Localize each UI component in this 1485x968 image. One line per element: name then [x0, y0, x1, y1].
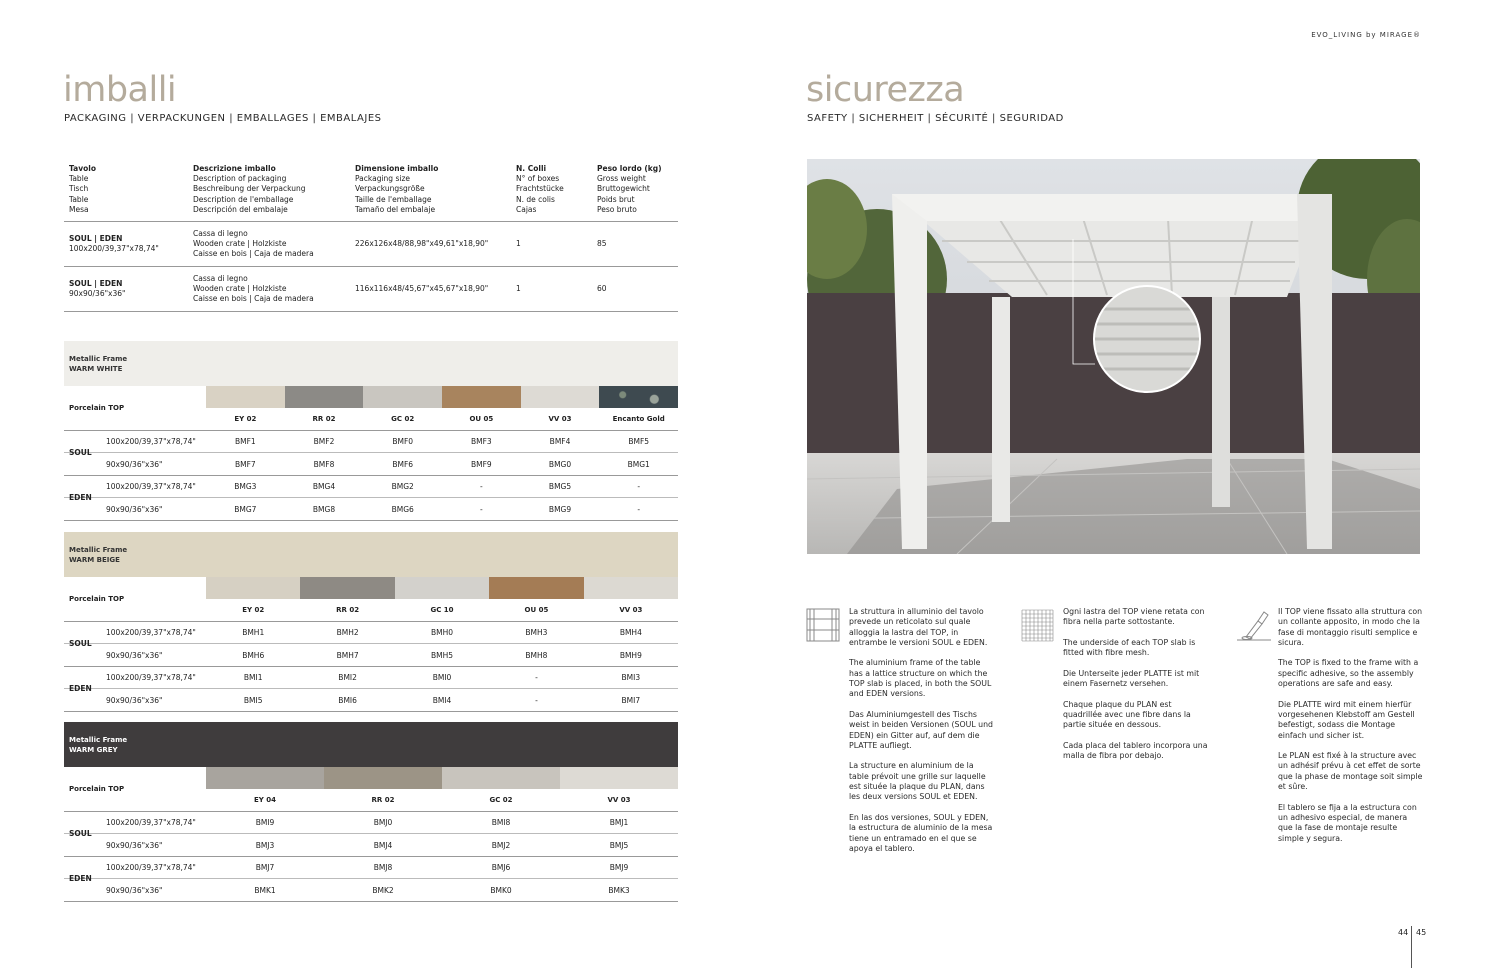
packaging-header-label: Description de l'emballage [193, 194, 294, 204]
finish-code: RR 02 [371, 796, 395, 804]
packaging-table [64, 164, 678, 312]
packaging-description [193, 229, 355, 260]
size-label: 90x90/36"x36" [106, 459, 163, 469]
swatch-row [64, 386, 678, 412]
product-code: BMG2 [391, 482, 414, 491]
packaging-subtitle: PACKAGING | VERPACKUNGEN | EMBALLAGES | EMBALAJES [64, 113, 382, 124]
packaging-desc-line: Caisse en bois | Caja de madera [193, 294, 314, 304]
product-code-row [64, 622, 678, 644]
packaging-header-label: N° of boxes [516, 174, 560, 184]
packaging-table-header [64, 164, 678, 222]
product-code: BMG7 [234, 504, 257, 514]
packaging-row [64, 267, 678, 312]
frame-name [64, 341, 678, 386]
product-code: BMJ3 [255, 840, 275, 850]
packaging-desc-line: Cassa di legno [193, 228, 248, 238]
product-code: BMI8 [491, 818, 511, 827]
product-code: BMH2 [336, 628, 359, 637]
packaging-header-label: Beschreibung der Verpackung [193, 184, 306, 194]
packaging-model-line: SOUL | EDEN [69, 233, 123, 243]
product-code: - [637, 504, 641, 514]
packaging-size: 116x116x48/45,67"x45,67"x18,90" [355, 283, 489, 293]
product-code-row [64, 644, 678, 666]
packaging-model-line: SOUL | EDEN [69, 278, 123, 288]
packaging-desc-line: Wooden crate | Holzkiste [193, 283, 287, 293]
finish-swatch [599, 386, 678, 408]
packaging-header-label: Verpackungsgröße [355, 184, 425, 194]
model-group [64, 431, 678, 476]
product-code: BMF4 [549, 437, 571, 446]
product-code-row [64, 879, 678, 901]
product-code: BMF6 [392, 459, 414, 469]
product-code: BMH0 [431, 628, 454, 637]
size-label: 90x90/36"x36" [106, 650, 163, 660]
product-code: BMK3 [608, 885, 630, 895]
product-code: BMF9 [471, 459, 492, 469]
product-code-row [64, 667, 678, 689]
product-code: BMJ2 [491, 840, 511, 850]
safety-paragraph: Die PLATTE wird mit einem hierfür vorgesehenen Klebstoff am Gestell befestigt, sodass die Montage einfach und sicher ist. [1278, 699, 1415, 740]
product-code: BMK0 [490, 885, 512, 895]
product-code: BMH4 [619, 628, 642, 637]
size-label: 90x90/36"x36" [106, 504, 163, 514]
size-label: 90x90/36"x36" [106, 695, 163, 705]
product-code: BMJ7 [255, 863, 275, 872]
finish-swatch [324, 767, 442, 789]
safety-paragraph: Il TOP viene fissato alla struttura con un collante apposito, in modo che la fase di montaggio risulti semplice e sicura. [1278, 607, 1423, 647]
frame-group [64, 532, 678, 712]
finish-code: VV 03 [548, 415, 572, 423]
packaging-description [193, 274, 355, 305]
finish-code: Encanto Gold [612, 415, 665, 423]
safety-column-adhesive [1278, 607, 1423, 854]
packaging-header-col [597, 164, 677, 215]
product-code: BMI1 [243, 673, 263, 682]
finish-swatch [206, 577, 300, 599]
finish-swatch [285, 386, 364, 408]
finish-swatch [206, 386, 285, 408]
product-code: BMI9 [255, 818, 275, 827]
finish-code: VV 03 [619, 606, 643, 614]
product-code: BMF2 [313, 437, 335, 446]
packaging-weight: 85 [597, 238, 607, 248]
finish-swatch [395, 577, 489, 599]
product-code: BMF0 [392, 437, 414, 446]
packaging-desc-line: Caisse en bois | Caja de madera [193, 249, 314, 259]
safety-paragraph: Chaque plaque du PLAN est quadrillée avec une fibre dans la partie située en dessous. [1063, 699, 1191, 730]
product-code: BMH8 [525, 650, 548, 660]
finish-swatch [300, 577, 394, 599]
packaging-header-label: Gross weight [597, 174, 646, 184]
packaging-header-label: Tavolo [69, 164, 96, 173]
packaging-header-label: Descripción del embalaje [193, 204, 288, 214]
model-group [64, 667, 678, 712]
product-code-row [64, 498, 678, 520]
product-code: BMI5 [243, 695, 263, 705]
packaging-size: 226x126x48/88,98"x49,61"x18,90" [355, 238, 489, 248]
fibre-mesh-icon [1021, 609, 1054, 646]
product-code: BMH3 [525, 628, 548, 637]
table-photo [807, 159, 1420, 554]
packaging-boxes: 1 [516, 283, 521, 293]
packaging-header-label: Description of packaging [193, 174, 287, 184]
packaging-header-label: Poids brut [597, 194, 635, 204]
finish-swatch [442, 386, 521, 408]
page-number-left: 44 [1398, 928, 1409, 937]
porcelain-top-label: Porcelain TOP [69, 595, 125, 603]
product-code: BMF3 [471, 437, 492, 446]
product-code: BMH1 [242, 628, 265, 637]
frame-group [64, 722, 678, 902]
product-code: BMJ1 [609, 818, 629, 827]
finish-header-row [64, 599, 678, 622]
finish-swatch [584, 577, 678, 599]
product-code: BMJ4 [373, 840, 393, 850]
product-code: BMG8 [312, 504, 336, 514]
product-code-row [64, 689, 678, 711]
swatch-row [64, 577, 678, 603]
model-name: EDEN [69, 874, 92, 883]
packaging-desc-line: Wooden crate | Holzkiste [193, 238, 287, 248]
swatch-row [64, 767, 678, 793]
product-code: BMK1 [254, 885, 276, 895]
product-code-row [64, 431, 678, 453]
finish-code: OU 05 [524, 606, 549, 614]
packaging-header-label: Frachtstücke [516, 184, 564, 194]
lattice-frame-icon [806, 607, 840, 647]
model-group [64, 857, 678, 902]
packaging-header-label: Bruttogewicht [597, 184, 650, 194]
packaging-model-line: 100x200/39,37"x78,74" [69, 244, 159, 254]
packaging-boxes: 1 [516, 238, 521, 248]
packaging-header-label: Dimensione imballo [355, 164, 439, 173]
product-code: BMH7 [336, 650, 359, 660]
finish-code: EY 02 [242, 606, 265, 614]
packaging-header-label: Packaging size [355, 174, 410, 184]
product-code: BMI3 [621, 673, 641, 682]
safety-column-lattice [849, 607, 994, 864]
safety-column-mesh [1063, 607, 1208, 772]
model-name: SOUL [69, 639, 92, 648]
safety-subtitle: SAFETY | SICHERHEIT | SÉCURITÉ | SEGURIDAD [807, 113, 1064, 124]
product-code: BMH6 [242, 650, 265, 660]
safety-paragraph: The underside of each TOP slab is fitted with fibre mesh. [1063, 637, 1196, 658]
product-code: BMG6 [391, 504, 414, 514]
finish-code: VV 03 [607, 796, 631, 804]
size-label: 90x90/36"x36" [106, 840, 163, 850]
product-code-row [64, 453, 678, 475]
packaging-header-label: Cajas [516, 204, 537, 214]
product-code: BMF5 [628, 437, 650, 446]
finish-code: GC 02 [489, 796, 513, 804]
frame-name-line: WARM BEIGE [69, 556, 120, 564]
product-code-row [64, 812, 678, 834]
product-code: BMG4 [312, 482, 336, 491]
finish-code: RR 02 [312, 415, 336, 423]
packaging-header-label: N. Colli [516, 164, 547, 173]
porcelain-top-label: Porcelain TOP [69, 785, 125, 793]
finish-swatch [442, 767, 560, 789]
frame-name-line: WARM GREY [69, 746, 118, 754]
size-label: 100x200/39,37"x78,74" [106, 437, 196, 446]
finish-code: GC 02 [391, 415, 415, 423]
safety-title: sicurezza [806, 70, 965, 110]
finish-swatch [206, 767, 324, 789]
product-code: BMI0 [432, 673, 452, 682]
packaging-header-label: Mesa [69, 204, 89, 214]
safety-paragraph: El tablero se fija a la estructura con un adhesivo especial, de manera que la fase de montaje resulte simple y segura. [1278, 802, 1417, 843]
model-group [64, 812, 678, 857]
product-code-row [64, 834, 678, 856]
size-label: 90x90/36"x36" [106, 885, 163, 895]
packaging-row [64, 222, 678, 267]
model-name: EDEN [69, 684, 92, 693]
packaging-table-model [69, 279, 193, 299]
frame-name-line: WARM WHITE [69, 365, 123, 373]
product-code: BMG1 [627, 459, 650, 469]
safety-paragraph: La struttura in alluminio del tavolo prevede un reticolato sul quale alloggia la lastra del TOP, in entrambe le versioni SOUL e EDEN. [849, 607, 988, 647]
frame-name-line: Metallic Frame [69, 736, 128, 744]
product-code: BMH9 [619, 650, 642, 660]
product-code: BMJ9 [609, 863, 629, 872]
product-code: BMF7 [234, 459, 256, 469]
packaging-title: imballi [63, 70, 177, 110]
safety-paragraph: Cada placa del tablero incorpora una malla de fibra por debajo. [1063, 740, 1208, 761]
model-name: SOUL [69, 448, 92, 457]
packaging-desc-line: Cassa di legno [193, 273, 248, 283]
product-code-row [64, 476, 678, 498]
page-number-divider [1411, 926, 1412, 968]
packaging-header-col [193, 164, 355, 215]
safety-paragraph: The aluminium frame of the table has a lattice structure on which the TOP slab is placed, in both the SOUL and EDEN versions. [849, 658, 992, 699]
packaging-header-label: Tisch [69, 184, 89, 194]
size-label: 100x200/39,37"x78,74" [106, 863, 196, 872]
packaging-header-label: Taille de l'emballage [355, 194, 432, 204]
frame-name [64, 722, 678, 767]
packaging-header-label: N. de colis [516, 194, 555, 204]
packaging-header-label: Peso bruto [597, 204, 637, 214]
product-code: BMF8 [313, 459, 335, 469]
packaging-header-col [355, 164, 516, 215]
frame-name-line: Metallic Frame [69, 546, 128, 554]
finish-swatch [363, 386, 442, 408]
frame-name [64, 532, 678, 577]
product-code: - [535, 673, 538, 682]
porcelain-top-label: Porcelain TOP [69, 404, 125, 412]
size-label: 100x200/39,37"x78,74" [106, 628, 196, 637]
product-code: BMG3 [234, 482, 257, 491]
model-name: SOUL [69, 829, 92, 838]
packaging-weight: 60 [597, 283, 607, 293]
model-group [64, 476, 678, 521]
product-code: BMJ8 [373, 863, 393, 872]
packaging-header-label: Tamaño del embalaje [355, 204, 436, 214]
safety-paragraph: Le PLAN est fixé à la structure avec un adhésif prévu à cet effet de sorte que la phase de montage soit simple et sûre. [1278, 751, 1423, 792]
frame-name-line: Metallic Frame [69, 355, 128, 363]
finish-code: EY 02 [234, 415, 257, 423]
packaging-header-label: Descrizione imballo [193, 164, 276, 173]
packaging-model-line: 90x90/36"x36" [69, 289, 126, 299]
finish-swatch [521, 386, 600, 408]
finish-code: RR 02 [336, 606, 360, 614]
product-code: BMJ6 [491, 863, 511, 872]
packaging-header-col [69, 164, 193, 215]
product-code: - [479, 504, 483, 514]
safety-paragraph: Ogni lastra del TOP viene retata con fibra nella parte sottostante. [1063, 607, 1205, 627]
safety-paragraph: La structure en aluminium de la table prévoit une grille sur laquelle est située la plaque du PLAN, dans les deux versions SOUL et EDEN. [849, 761, 986, 802]
packaging-header-label: Table [69, 194, 89, 204]
size-label: 100x200/39,37"x78,74" [106, 818, 196, 827]
page-number-right: 45 [1416, 928, 1427, 937]
product-code: BMJ5 [609, 840, 629, 850]
finish-swatch [560, 767, 678, 789]
product-code: BMJ0 [373, 818, 393, 827]
product-code: BMK2 [372, 885, 394, 895]
product-code: BMF1 [234, 437, 256, 446]
finish-code: GC 10 [430, 606, 454, 614]
size-label: 100x200/39,37"x78,74" [106, 673, 196, 682]
product-code: BMI2 [338, 673, 357, 682]
product-code: - [479, 482, 483, 491]
adhesive-applicator-icon [1236, 607, 1272, 647]
finish-header-row [64, 408, 678, 431]
packaging-header-label: Table [69, 174, 89, 184]
brand-mark: EVO_LIVING by MIRAGE® [1311, 31, 1421, 39]
safety-paragraph: Das Aluminiumgestell des Tischs weist in beiden Versionen (SOUL und EDEN) ein Gitter auf, auf dem die PLATTE aufliegt. [849, 709, 993, 750]
frame-group [64, 341, 678, 521]
product-code: BMH5 [431, 650, 454, 660]
packaging-header-label: Peso lordo (kg) [597, 164, 662, 173]
product-code: BMG0 [548, 459, 572, 469]
finish-code: OU 05 [469, 415, 494, 423]
size-label: 100x200/39,37"x78,74" [106, 482, 196, 491]
finish-code: EY 04 [253, 796, 277, 804]
product-code: BMI6 [338, 695, 357, 705]
model-group [64, 622, 678, 667]
product-code: - [637, 482, 641, 491]
packaging-table-model [69, 234, 193, 254]
finish-header-row [64, 789, 678, 812]
packaging-header-col [516, 164, 597, 215]
product-code: BMI7 [621, 695, 641, 705]
product-code-row [64, 857, 678, 879]
safety-paragraph: The TOP is fixed to the frame with a specific adhesive, so the assembly operations are safe and easy. [1278, 658, 1419, 689]
product-code: BMI4 [432, 695, 452, 705]
product-code: - [535, 695, 538, 705]
product-code: BMG9 [548, 504, 572, 514]
product-code: BMG5 [548, 482, 572, 491]
model-name: EDEN [69, 493, 92, 502]
finish-swatch [489, 577, 583, 599]
safety-paragraph: En las dos versiones, SOUL y EDEN, la estructura de aluminio de la mesa tiene un entramado en el que se apoya el tablero. [849, 812, 993, 853]
safety-paragraph: Die Unterseite jeder PLATTE ist mit einem Fasernetz versehen. [1063, 668, 1200, 689]
